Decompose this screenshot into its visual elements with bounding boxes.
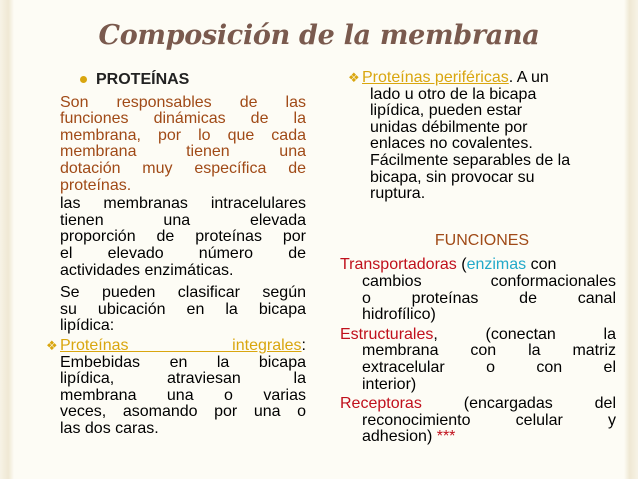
text-line: Son responsables de las — [60, 93, 306, 111]
integrales-colon: : — [301, 336, 306, 354]
text-line: unidas débilmente por — [370, 118, 528, 136]
receptoras-rest: (encargadas del — [421, 395, 616, 413]
item-integrales — [46, 338, 306, 438]
paragraph-responsables — [60, 95, 306, 195]
text-line: enlaces no covalentes. — [370, 135, 533, 153]
text-line: o proteínas de canal — [362, 289, 616, 307]
item-receptoras — [340, 396, 616, 446]
transportadoras-first-line — [340, 257, 616, 274]
funciones-list — [340, 257, 616, 446]
text-line: actividades enzimáticas. — [60, 261, 234, 279]
text-line: bicapa, sin provocar su — [370, 168, 535, 186]
receptoras-last-line — [362, 429, 616, 446]
text-line: Se pueden clasificar según — [60, 284, 306, 302]
text-line: Fácilmente separables de la — [370, 151, 571, 169]
text-line: lipídica: — [60, 317, 115, 335]
perifericas-term: Proteínas periféricas — [362, 69, 509, 86]
text-line: adhesion) — [362, 428, 433, 446]
estructurales-first-line — [340, 327, 616, 344]
text-line: el elevado número de — [60, 244, 306, 262]
slide-title: Composición de la membrana — [98, 20, 540, 51]
text-line: membrana una o varias — [60, 386, 306, 404]
text-line: lipídica, pueden estar — [370, 102, 523, 120]
item-estructurales — [340, 327, 616, 393]
round-bullet-icon — [80, 76, 87, 83]
text-line: hidrofílico) — [362, 306, 436, 324]
text-line: membrana, por lo que cada — [60, 126, 306, 144]
transportadoras-open: ( — [456, 256, 467, 274]
proteinas-heading-text: PROTEÍNAS — [96, 71, 190, 88]
right-column — [340, 69, 616, 446]
transportadoras-rest: con — [526, 256, 557, 274]
funciones-heading: FUNCIONES — [434, 231, 530, 249]
text-line: cambios conformacionales — [362, 272, 616, 290]
text-line: dotación muy específica de — [60, 159, 306, 177]
perifericas-rest: . A un — [508, 69, 549, 86]
text-line: las membranas intracelulares — [60, 195, 306, 213]
diamond-bullet-icon: ❖ — [348, 70, 360, 85]
paragraph-clasificar — [60, 285, 306, 335]
text-line: extracelular o con el — [362, 358, 616, 376]
enzimas-term: enzimas — [466, 256, 527, 274]
left-column — [46, 71, 306, 437]
text-line: proteínas. — [60, 176, 132, 194]
text-line: interior) — [362, 375, 417, 393]
text-line: funciones dinámicas de la — [60, 110, 306, 128]
text-line: reconocimiento celular y — [362, 411, 616, 429]
text-line: su ubicación en la bicapa — [60, 300, 306, 318]
estructurales-rest: , (conectan la — [433, 325, 616, 343]
estructurales-term: Estructurales — [340, 325, 434, 343]
text-line: tienen una elevada — [60, 211, 306, 229]
text-line: veces, asomando por una o — [60, 403, 306, 421]
paragraph-intracelulares — [60, 196, 306, 279]
proteinas-heading — [96, 72, 306, 89]
text-line: Embebidas en la bicapa — [60, 353, 306, 371]
text-line: lipídica, atraviesan la — [60, 370, 306, 388]
text-line: membrana con la matriz — [362, 342, 616, 360]
integrales-first-line — [46, 338, 306, 355]
text-line: lado u otro de la bicapa — [370, 85, 537, 103]
item-transportadoras — [340, 257, 616, 323]
perifericas-first-line — [348, 70, 616, 87]
stars-mark: *** — [432, 428, 456, 446]
slide-border-left — [0, 0, 14, 479]
diamond-bullet-icon: ❖ — [46, 337, 58, 353]
text-line: las dos caras. — [60, 419, 159, 437]
receptoras-first-line — [340, 396, 616, 413]
text-line: membrana tienen una — [60, 143, 306, 161]
transportadoras-term: Transportadoras — [340, 256, 457, 274]
slide-border-right — [624, 0, 638, 479]
integrales-term: Proteínas integrales — [60, 336, 302, 354]
receptoras-term: Receptoras — [340, 395, 422, 413]
text-line: proporción de proteínas por — [60, 228, 306, 246]
text-line: ruptura. — [370, 185, 426, 203]
item-perifericas — [348, 70, 616, 203]
